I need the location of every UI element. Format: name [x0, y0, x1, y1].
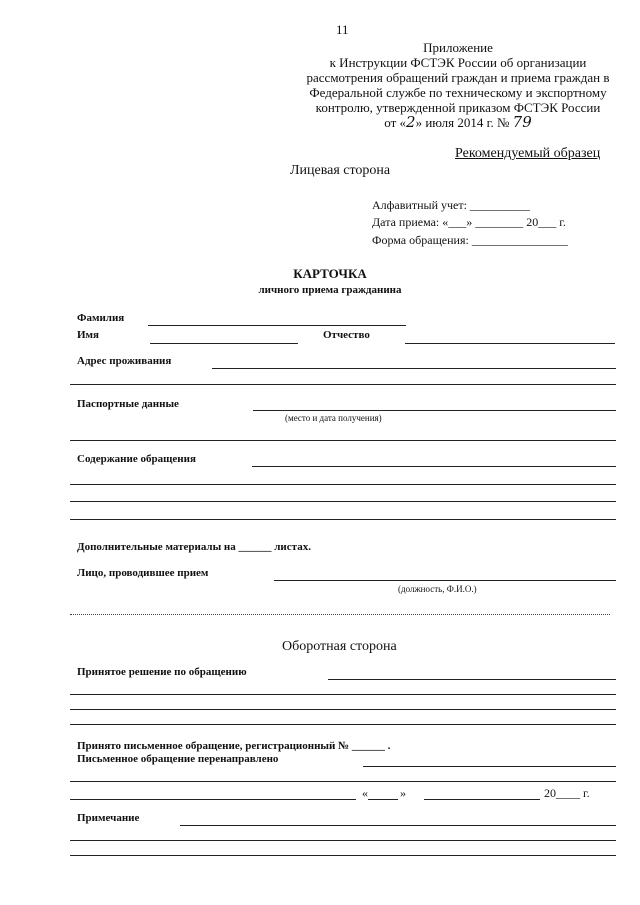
appendix-line-2: к Инструкции ФСТЭК России об организации	[329, 55, 587, 70]
separator-dotted-line	[70, 614, 610, 615]
content-line-1	[252, 466, 616, 467]
recommended-sample: Рекомендуемый образец	[455, 146, 601, 161]
redirected-label: Письменное обращение перенаправлено	[77, 753, 279, 765]
appendix-line-4: Федеральной службе по техническому и экспортному	[309, 85, 607, 100]
redirected-line	[363, 766, 616, 767]
name-label: Имя	[77, 329, 99, 341]
decision-line-2	[70, 694, 616, 695]
front-side-heading: Лицевая сторона	[290, 163, 391, 178]
address-label: Адрес проживания	[77, 355, 172, 367]
decision-line-3	[70, 709, 616, 710]
back-side-heading: Оборотная сторона	[282, 639, 397, 654]
handwritten-order-number: 79	[512, 113, 532, 131]
note-label: Примечание	[77, 812, 140, 824]
content-line-3	[70, 501, 616, 502]
surname-label: Фамилия	[77, 312, 125, 324]
patronymic-line	[405, 343, 615, 344]
decision-line-1	[328, 679, 616, 680]
redirect-target-line	[70, 799, 356, 800]
page-number: 11	[336, 22, 349, 37]
passport-hint: (место и дата получения)	[285, 413, 382, 423]
handwritten-day: 2	[406, 113, 416, 131]
name-line	[150, 343, 298, 344]
appendix-date-line: от «2» июля 2014 г. № 79	[384, 113, 532, 131]
note-line-1	[180, 825, 616, 826]
redirect-day-line	[368, 799, 398, 800]
appendix-line-5: контролю, утвержденной приказом ФСТЭК России	[315, 100, 601, 115]
accepted-label: Принято письменное обращение, регистрационный № ______ .	[77, 740, 391, 752]
content-label: Содержание обращения	[77, 453, 196, 465]
person-line	[274, 580, 616, 581]
content-line-4	[70, 519, 616, 520]
appendix-block	[300, 40, 616, 130]
redirect-year: 20____ г.	[544, 786, 590, 800]
appendix-line-3: рассмотрения обращений граждан и приема граждан в	[306, 70, 610, 85]
person-hint: (должность, Ф.И.О.)	[398, 584, 477, 594]
appendix-line-1: Приложение	[423, 40, 493, 55]
address-line-2	[70, 384, 616, 385]
redirect-month-line	[424, 799, 540, 800]
card-title: КАРТОЧКА	[293, 266, 367, 281]
decision-label: Принятое решение по обращению	[77, 666, 247, 678]
passport-label: Паспортные данные	[77, 398, 179, 410]
card-subtitle: личного приема гражданина	[258, 284, 402, 296]
patronymic-label: Отчество	[323, 329, 370, 341]
address-line-1	[212, 368, 616, 369]
passport-line-2	[70, 440, 616, 441]
materials-label: Дополнительные материалы на ______ листах.	[77, 541, 311, 553]
redirected-line-2	[70, 781, 616, 782]
decision-line-4	[70, 724, 616, 725]
note-line-3	[70, 855, 616, 856]
reception-date: Дата приема: «___» ________ 20___ г.	[372, 215, 566, 229]
note-line-2	[70, 840, 616, 841]
surname-line	[148, 325, 406, 326]
redirect-date-close: »	[400, 786, 406, 800]
redirect-date-open: «	[362, 786, 368, 800]
passport-line	[253, 410, 616, 411]
content-line-2	[70, 484, 616, 485]
person-label: Лицо, проводившее прием	[77, 567, 209, 579]
appeal-form: Форма обращения: ________________	[372, 233, 568, 247]
alpha-account: Алфавитный учет: __________	[372, 198, 530, 212]
